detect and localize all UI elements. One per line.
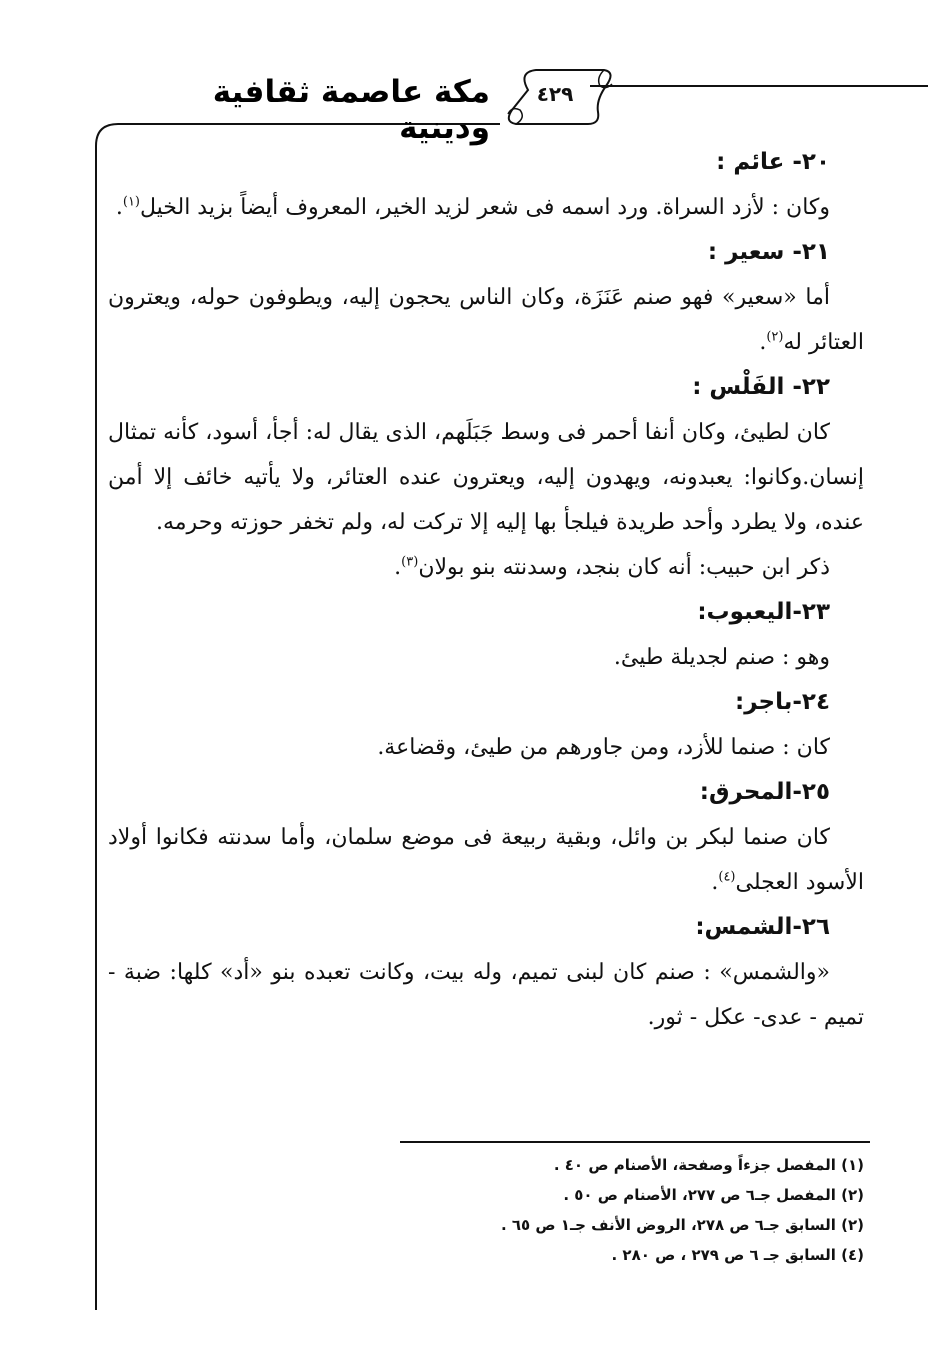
entry-heading: ٢٠- عائم : [716, 149, 830, 175]
paragraph-tail: . [711, 870, 719, 895]
entry-heading: ٢٣-اليعبوب: [697, 599, 830, 625]
footnotes [400, 1150, 864, 1270]
entry-heading: ٢٢- الفَلْس : [692, 374, 830, 400]
paragraph-text: وكان : لأزد السراة. ورد اسمه فى شعر لزيد الخير، المعروف أيضاً بزيد الخيل [140, 195, 830, 220]
entry-paragraph [108, 410, 864, 545]
footnote-item: (٢) المفصل جـ٦ ص ٢٧٧، الأصنام ص ٥٠ . [563, 1186, 864, 1204]
entry-paragraph [108, 815, 864, 905]
main-text [108, 140, 864, 1040]
entry-paragraph [108, 275, 864, 365]
entry-paragraph [108, 185, 864, 230]
entry-heading: ٢٥-المحرق: [699, 779, 830, 805]
paragraph-tail: . [115, 195, 123, 220]
paragraph-text: كان صنما لبكر بن وائل، وبقية ربيعة فى موضع سلمان، وأما سدنته فكانوا أولاد الأسود العجلى [108, 825, 864, 895]
paragraph-text: ذكر ابن حبيب: أنه كان بنجد، وسدنته بنو بولان [418, 555, 830, 580]
paragraph-text: كان لطيئ، وكان أنفا أحمر فى وسط جَبَلَهم، الذى يقال له: أجأ، أسود، كأنه تمثال إنسان.وكانوا: يعبدونه، ويهدون إليه، ويعترون عنده العتائر، ولا يأتيه خائف إلا أمن عنده، ولا يطرد وأحد طريدة فيلجأ بها إليه إلا تركت له، ولم تخفر حوزته وحرمه. [108, 420, 864, 535]
running-header-title: مكة عاصمة ثقافية ودينية [212, 74, 490, 146]
footnote-item: (٤) السابق جـ ٦ ص ٢٧٩ ، ص ٢٨٠ . [611, 1246, 864, 1264]
paragraph-text: كان : صنما للأزد، ومن جاورهم من طيئ، وقضاعة. [377, 735, 830, 760]
entry-paragraph [108, 950, 864, 1040]
paragraph-text: وهو : صنم لجديلة طيئ. [613, 645, 830, 670]
footnote-reference: (٢) [766, 329, 784, 345]
entry-paragraph [108, 725, 864, 770]
entry-heading: ٢٤-باجر: [735, 689, 830, 715]
footnote-item: (٢) السابق جـ٦ ص ٢٧٨، الروض الأنف جـ١ ص ٦٥ . [500, 1216, 864, 1234]
entry-paragraph [108, 635, 864, 680]
footnote-reference: (٣) [401, 554, 419, 570]
footnote-item: (١) المفصل جزءاً وصفحة، الأصنام ص ٤٠ . [553, 1156, 864, 1174]
entry-paragraph [108, 545, 864, 590]
entry-heading: ٢١- سعير : [707, 239, 830, 265]
paragraph-text: أما «سعير» فهو صنم عَنَزَة، وكان الناس يحجون إليه، ويطوفون حوله، ويعترون العتائر له [108, 285, 864, 355]
paragraph-tail: . [394, 555, 402, 580]
paragraph-tail: . [759, 330, 767, 355]
footnote-reference: (٤) [718, 869, 736, 885]
entry-heading: ٢٦-الشمس: [695, 914, 830, 940]
page-number: ٤٢٩ [536, 82, 574, 106]
paragraph-text: «والشمس» : صنم كان لبنى تميم، وله بيت، وكانت تعبده بنو «أد» كلها: ضبة - تميم - عدى- عكل - ثور. [108, 960, 864, 1030]
footnote-reference: (١) [122, 194, 140, 210]
